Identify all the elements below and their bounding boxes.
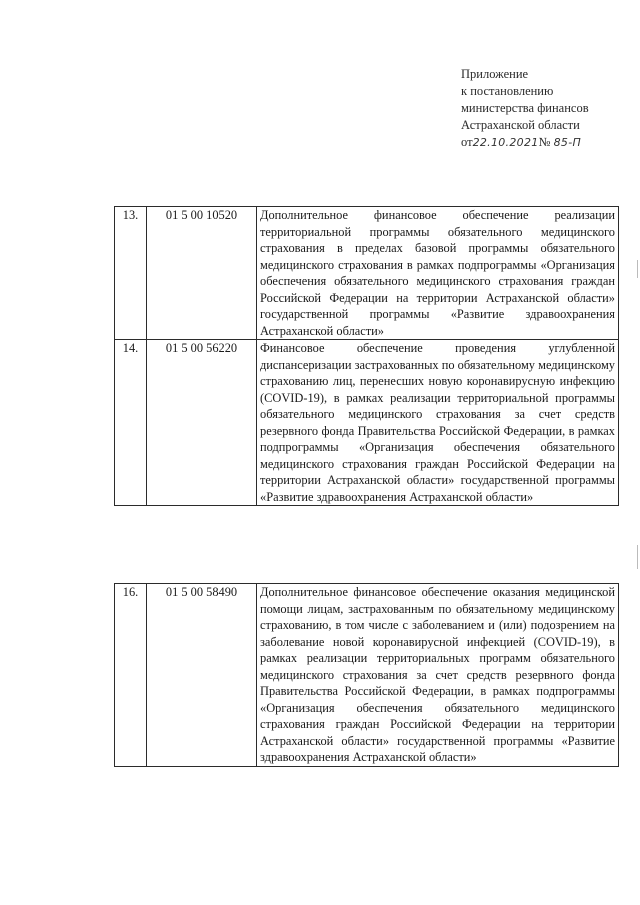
row-description: Дополнительное финансовое обеспечение реализации территориальной программы обязательного медицинского страхования в пределах базовой программы обязательного медицинского страхования в рамках подпрограммы «Организация обеспечения обязательного медицинского страхования граждан Российской Федерации на территории Астраханской области» государственной программы «Развитие здравоохранения Астраханской области»: [257, 207, 619, 340]
budget-codes-table-continued: [114, 583, 619, 767]
row-number: 16.: [115, 584, 147, 767]
table-row: [115, 207, 619, 340]
budget-codes-table: [114, 206, 619, 506]
number-prefix: №: [538, 135, 551, 149]
row-description: Дополнительное финансовое обеспечение оказания медицинской помощи лицам, застрахованным по обязательному медицинскому страхованию, в том числе с заболеванием и (или) подозрением на заболевание новой коронавирусной инфекцией (COVID-19), в рамках реализации территориальных программ обязательного медицинского страхования за счет средств резервного фонда Правительства Российской Федерации, в рамках подпрограммы «Организация обеспечения обязательного медицинского страхования граждан Российской Федерации на территории Астраханской области» государственной программы «Развитие здравоохранения Астраханской области»: [257, 584, 619, 767]
date-prefix: от: [461, 135, 473, 149]
appendix-line: министерства финансов: [461, 101, 589, 115]
handwritten-date: 22.10.2021: [472, 136, 539, 149]
table-row: [115, 340, 619, 506]
scan-artifact: [637, 545, 638, 569]
budget-code: 01 5 00 58490: [147, 584, 257, 767]
row-number: 13.: [115, 207, 147, 340]
appendix-title: Приложение: [461, 67, 529, 81]
appendix-line: к постановлению: [461, 84, 554, 98]
scan-artifact: [637, 260, 638, 278]
appendix-date-line: [461, 134, 589, 151]
handwritten-number: 85-П: [553, 136, 582, 149]
table-row: [115, 584, 619, 767]
appendix-header: [461, 66, 589, 151]
appendix-line: Астраханской области: [461, 118, 580, 132]
row-number: 14.: [115, 340, 147, 506]
budget-code: 01 5 00 56220: [147, 340, 257, 506]
row-description: Финансовое обеспечение проведения углубленной диспансеризации застрахованных по обязательному медицинскому страхованию лиц, перенесших новую коронавирусную инфекцию (COVID-19), в рамках реализации территориальной программы обязательного медицинского страхования за счет средств резервного фонда Правительства Российской Федерации, в рамках подпрограммы «Организация обеспечения обязательного медицинского страхования граждан Российской Федерации на территории Астраханской области» государственной программы «Развитие здравоохранения Астраханской области»: [257, 340, 619, 506]
budget-code: 01 5 00 10520: [147, 207, 257, 340]
